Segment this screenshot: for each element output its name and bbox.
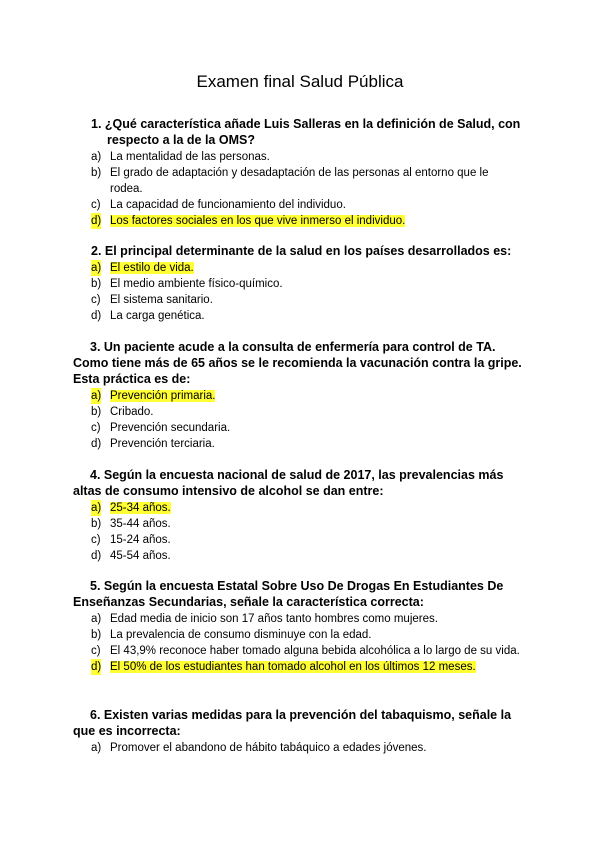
options-list	[91, 500, 533, 564]
option-text: La carga genética.	[110, 310, 205, 322]
option-text: El grado de adaptación y desadaptación de las personas al entorno que le rodea.	[110, 167, 489, 195]
option-b: b) 35-44 años.	[91, 518, 171, 530]
option-b: b) Cribado.	[91, 406, 154, 418]
option-c: c) La capacidad de funcionamiento del individuo.	[91, 199, 346, 211]
option-text: Promover el abandono de hábito tabáquico a edades jóvenes.	[110, 742, 427, 754]
option-a: a) 25-34 años.	[91, 502, 171, 514]
option-text: El estilo de vida.	[110, 262, 194, 274]
option-text: 25-34 años.	[110, 502, 171, 514]
option-b: b) La prevalencia de consumo disminuye con la edad.	[91, 629, 372, 641]
question-6	[73, 707, 523, 756]
option-text: El medio ambiente físico-químico.	[110, 278, 283, 290]
option-text: El sistema sanitario.	[110, 294, 213, 306]
question-4	[73, 467, 533, 564]
options-list	[91, 149, 521, 229]
options-list	[91, 740, 523, 756]
option-a: a) Prevención primaria.	[91, 390, 216, 402]
option-d: d) Prevención terciaria.	[91, 438, 215, 450]
option-d: d) Los factores sociales en los que vive inmerso el individuo.	[91, 215, 406, 227]
options-list	[91, 388, 523, 452]
option-text: Prevención terciaria.	[110, 438, 215, 450]
option-text: Prevención primaria.	[110, 390, 216, 402]
option-text: 45-54 años.	[110, 550, 171, 562]
options-list	[91, 611, 520, 675]
option-b: b) El medio ambiente físico-químico.	[91, 278, 283, 290]
option-text: El 50% de los estudiantes han tomado alcohol en los últimos 12 meses.	[110, 661, 476, 673]
question-3	[73, 339, 523, 452]
option-text: La mentalidad de las personas.	[110, 151, 270, 163]
option-d: d) La carga genética.	[91, 310, 205, 322]
option-text: La prevalencia de consumo disminuye con la edad.	[110, 629, 372, 641]
option-c: c) El sistema sanitario.	[91, 294, 213, 306]
option-text: La capacidad de funcionamiento del individuo.	[110, 199, 346, 211]
option-a: a) El estilo de vida.	[91, 262, 194, 274]
option-a: a) La mentalidad de las personas.	[91, 151, 270, 163]
question-1	[91, 116, 521, 229]
option-a: a) Promover el abandono de hábito tabáquico a edades jóvenes.	[91, 742, 427, 754]
question-2	[91, 243, 521, 324]
option-d: d) El 50% de los estudiantes han tomado alcohol en los últimos 12 meses.	[91, 661, 476, 673]
question-stem: 2. El principal determinante de la salud en los países desarrollados es:	[91, 244, 512, 258]
option-text: 15-24 años.	[110, 534, 171, 546]
question-stem: 1. ¿Qué característica añade Luis Salleras en la definición de Salud, con respecto a la de la OMS?	[91, 117, 521, 147]
option-text: El 43,9% reconoce haber tomado alguna bebida alcohólica a lo largo de su vida.	[110, 645, 520, 657]
option-d: d) 45-54 años.	[91, 550, 171, 562]
question-stem: 6. Existen varias medidas para la prevención del tabaquismo, señale la que es incorrecta:	[73, 708, 512, 738]
question-stem: 4. Según la encuesta nacional de salud de 2017, las prevalencias más altas de consumo intensivo de alcohol se dan entre:	[73, 468, 504, 498]
option-b: b) El grado de adaptación y desadaptación de las personas al entorno que le rodea.	[91, 167, 489, 195]
question-stem: 3. Un paciente acude a la consulta de enfermería para control de TA. Como tiene más de 65 años se le recomienda la vacunación contra la gripe. Esta práctica es de:	[73, 340, 522, 386]
option-text: Cribado.	[110, 406, 154, 418]
option-text: 35-44 años.	[110, 518, 171, 530]
question-stem: 5. Según la encuesta Estatal Sobre Uso De Drogas En Estudiantes De Enseñanzas Secundarias, señale la característica correcta:	[73, 579, 504, 609]
option-c: c) 15-24 años.	[91, 534, 171, 546]
question-5	[73, 578, 520, 675]
option-a: a) Edad media de inicio son 17 años tanto hombres como mujeres.	[91, 613, 438, 625]
option-text: Los factores sociales en los que vive inmerso el individuo.	[110, 215, 406, 227]
options-list	[91, 260, 521, 324]
option-c: c) El 43,9% reconoce haber tomado alguna bebida alcohólica a lo largo de su vida.	[91, 645, 520, 657]
option-text: Prevención secundaria.	[110, 422, 231, 434]
page-title: Examen final Salud Pública	[196, 72, 404, 91]
option-c: c) Prevención secundaria.	[91, 422, 231, 434]
option-text: Edad media de inicio son 17 años tanto hombres como mujeres.	[110, 613, 438, 625]
